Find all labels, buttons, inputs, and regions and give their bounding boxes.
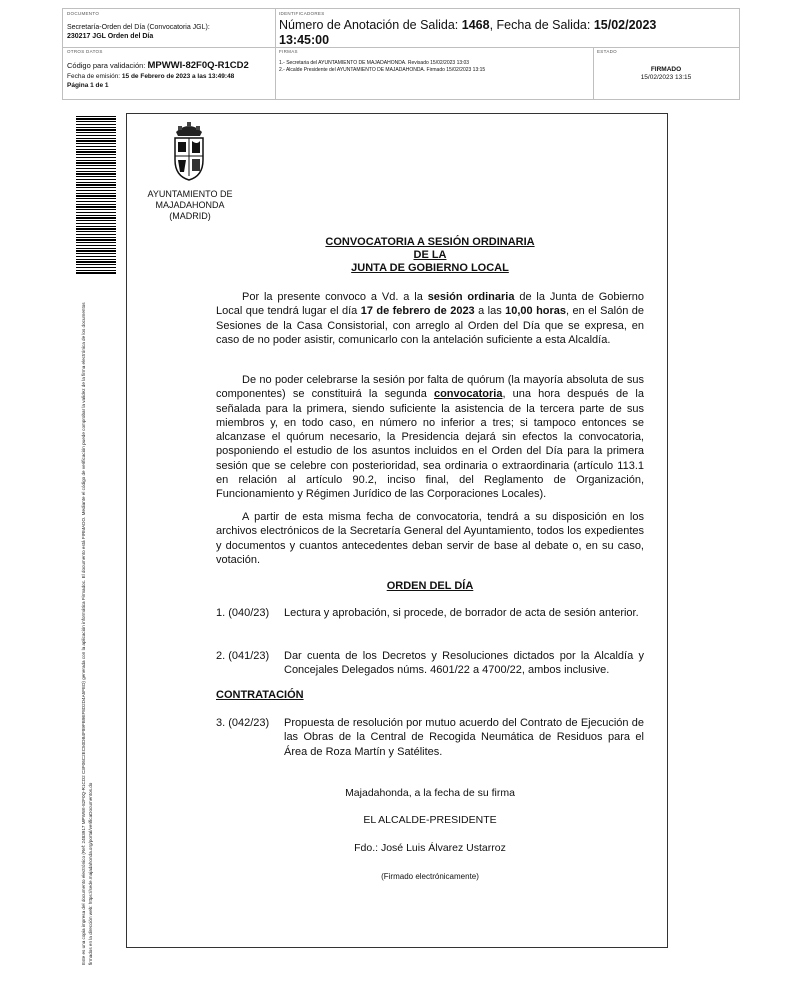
p2-b: convocatoria — [433, 388, 503, 401]
agenda-item-number: 3. (042/23) — [216, 717, 270, 729]
firma-1: 1.- Secretaria del AYUNTAMIENTO DE MAJADAHONDA. Revisado 15/02/2023 13:03 — [279, 60, 470, 66]
orden-del-dia-title: ORDEN DEL DÍA — [386, 580, 474, 592]
estado-value: FIRMADO — [650, 66, 682, 73]
anotacion-mid: , Fecha de Salida: — [489, 18, 594, 32]
emision-prefix: Fecha de emisión: — [67, 73, 122, 80]
sidebar-verification-text: Este es una copia impresa del documento electrónico (Ref: 2483917 MPWWI-82F0Q-R1CD2 C3F06C2EC50DB4F89FB9EF8D2D4A5FED) generada con la aplicación informática Firmadoc. El documento está FIRMADO. Mediante el código de verificación puede comprobar la validez de la firma electrónica de los documentos firmados en la dirección web: https://sede.majadahonda.org/portal/verificaDocumentos.do — [81, 302, 93, 965]
agenda-item-text: Dar cuenta de los Decretos y Resoluciones dictados por la Alcaldía y Concejales Delegados núms. 4601/22 a 4700/22, ambos inclusive. — [284, 650, 644, 677]
p1-b: sesión ordinaria — [427, 291, 515, 303]
p2-c: , una hora después de la señalada para la primera, siendo suficiente la asistencia de la tercera parte de sus miembros y, en todo caso, en número no inferior a tres; si tampoco entonces se alcanzase el quórum necesario, la Presidencia dejará sin efectos la convocatoria, posponiendo el estudio de los asuntos incluidos en el Orden del Día para la primera sesión que se celebre con posterioridad, sea ordinaria o extraordinaria (artículo 113.1 en relación al artículo 90.2, inciso final, del Reglamento de Organización, Funcionamiento y Régimen Jurídico de las Corporaciones Locales). — [216, 388, 644, 501]
section-contratacion: CONTRATACIÓN — [216, 689, 304, 701]
paragraph-convocatoria — [216, 290, 644, 347]
documento-line2: 230217 JGL Orden del Día — [67, 33, 154, 40]
documento-line1: Secretaría-Orden del Día (Convocatoria JGL): — [67, 24, 210, 31]
anotacion-salida — [279, 18, 729, 48]
p1-e: a las — [474, 305, 506, 318]
validation-barcode — [76, 116, 116, 274]
fecha-emision — [67, 72, 234, 81]
identificadores-label: IDENTIFICADORES — [279, 11, 325, 16]
closing-role: EL ALCALDE-PRESIDENTE — [363, 814, 497, 826]
estado-fecha: 15/02/2023 13:15 — [640, 74, 692, 81]
codigo-validacion — [67, 60, 249, 71]
anotacion-hora: 13:45:00 — [279, 33, 330, 47]
documento-cell — [63, 9, 275, 47]
closing-place: Majadahonda, a la fecha de su firma — [345, 787, 515, 799]
agenda-item — [216, 649, 644, 678]
anotacion-prefix: Número de Anotación de Salida: — [279, 18, 462, 32]
municipio-line1: AYUNTAMIENTO DE — [147, 189, 233, 199]
otros-datos-cell — [63, 47, 275, 99]
documento-label: DOCUMENTO — [67, 11, 100, 16]
anotacion-num: 1468 — [461, 18, 490, 32]
firmas-label: FIRMAS — [279, 49, 298, 54]
agenda-item — [216, 716, 644, 759]
title-line1: CONVOCATORIA A SESIÓN ORDINARIA — [325, 236, 535, 248]
closing-signer: Fdo.: José Luis Álvarez Ustarroz — [354, 842, 506, 854]
otros-datos-label: OTROS DATOS — [67, 49, 103, 54]
p1-g: , en el Salón de Sesiones de la Casa Consistorial, con arreglo al Orden del Día que se expresa, en caso de no poder asistir, comunicarlo con la antelación suficiente a esta Alcaldía. — [216, 305, 644, 346]
document-title — [216, 236, 644, 275]
municipio-line2: MAJADAHONDA — [155, 200, 225, 210]
emision-value: 15 de Febrero de 2023 a las 13:49:48 — [121, 73, 235, 80]
p1-c: de la Junta de Gobierno Local que tendrá lugar el día — [216, 291, 644, 318]
document-header — [62, 8, 740, 100]
agenda-item-text: Propuesta de resolución por mutuo acuerdo del Contrato de Ejecución de las Obras de la Central de Recogida Neumática de Residuos para el Área de Roza Martín y Satélites. — [284, 717, 644, 758]
anotacion-fecha: 15/02/2023 — [593, 18, 657, 32]
identificadores-cell — [275, 9, 739, 47]
p1-a: Por la presente convoco a Vd. a la — [242, 291, 428, 303]
codigo-prefix: Código para validación: — [67, 61, 148, 70]
paragraph-archivos: A partir de esta misma fecha de convocatoria, tendrá a su disposición en los archivos electrónicos de la Secretaría General del Ayuntamiento, todos los expedientes y documentos y cuantos antecedentes deban servir de base al debate o, en su caso, votación. — [216, 511, 644, 566]
agenda-item-text: Lectura y aprobación, si procede, de borrador de acta de sesión anterior. — [284, 607, 639, 619]
municipio-name — [132, 189, 248, 222]
firma-2: 2.- Alcalde Presidente del AYUNTAMIENTO DE MAJADAHONDA. Firmado 15/02/2023 13:15 — [279, 67, 486, 73]
paragraph-quorum — [216, 373, 644, 502]
codigo-value: MPWWI-82F0Q-R1CD2 — [147, 60, 249, 71]
title-line2: DE LA — [413, 249, 447, 261]
p1-d: 17 de febrero de 2023 — [360, 305, 475, 318]
agenda-item-number: 1. (040/23) — [216, 607, 270, 619]
estado-label: ESTADO — [597, 49, 617, 54]
pagina-count: Página 1 de 1 — [67, 82, 109, 89]
p2-a: De no poder celebrarse la sesión por falta de quórum (la mayoría absoluta de sus componentes) se constituirá la segunda — [216, 374, 644, 401]
title-line3: JUNTA DE GOBIERNO LOCAL — [351, 262, 509, 274]
agenda-item-number: 2. (041/23) — [216, 650, 270, 662]
estado-cell — [593, 47, 739, 99]
closing-note: (Firmado electrónicamente) — [381, 872, 479, 881]
agenda-item — [216, 606, 644, 620]
p1-f: 10,00 horas — [505, 305, 567, 318]
firmas-cell — [275, 47, 593, 99]
coat-of-arms-icon — [170, 118, 208, 182]
municipio-line3: (MADRID) — [169, 211, 211, 221]
